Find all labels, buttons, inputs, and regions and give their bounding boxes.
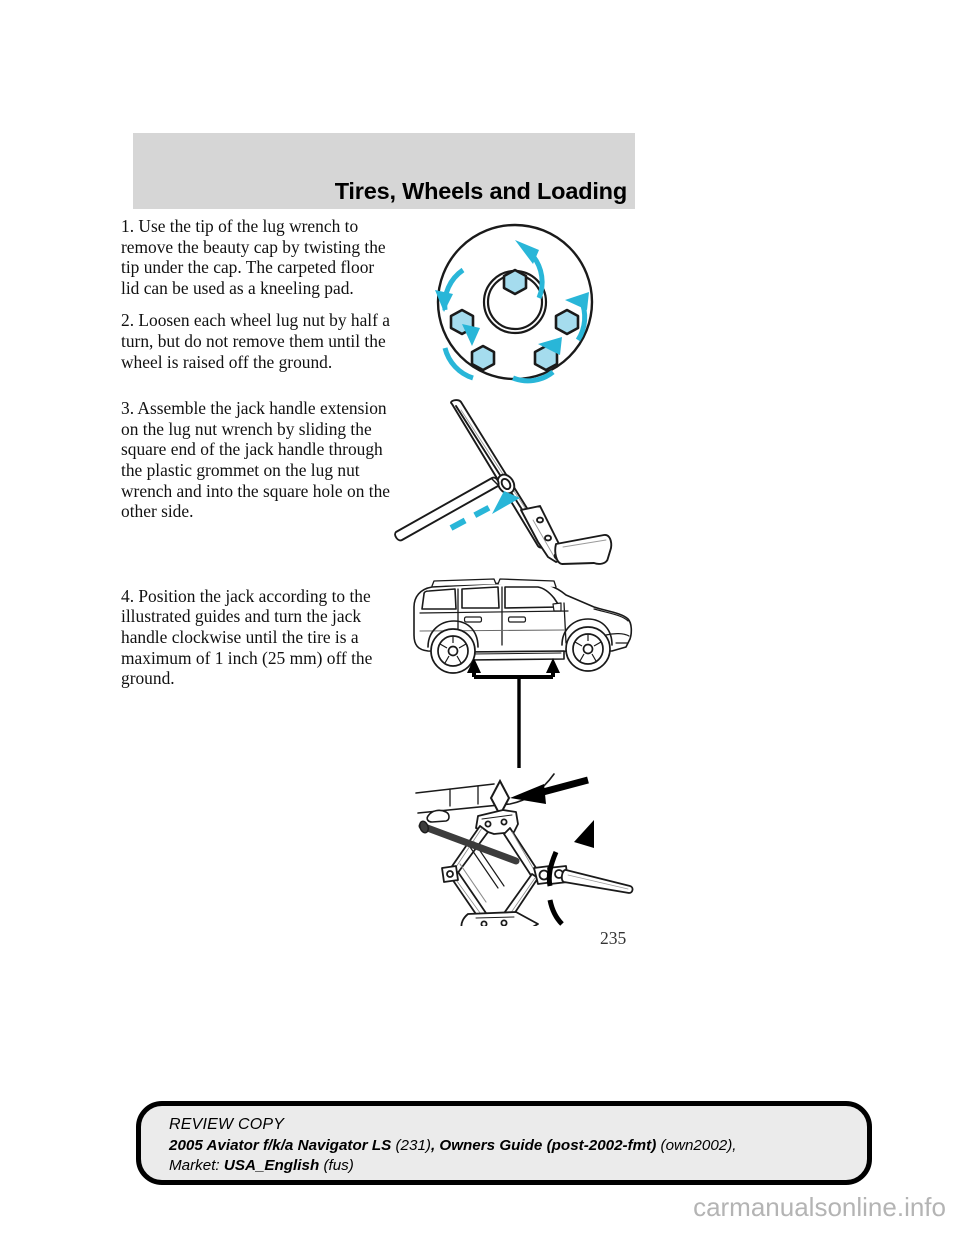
step-2-text: 2. Loosen each wheel lug nut by half a turn, but do not remove them until the wheel is raised off the ground. [121,310,390,372]
site-watermark: carmanualsonline.info [693,1192,946,1222]
instructions-column [121,216,393,689]
review-market-value: USA_English [223,1157,320,1174]
vehicle-side-view-jack-points-diagram [398,573,638,688]
page-number: 235 [600,928,627,948]
lug-wrench-jack-handle-assembly-diagram [388,392,633,577]
lug-nut [556,310,578,334]
lug-nut [472,346,494,370]
step-1-text: 1. Use the tip of the lug wrench to remove the beauty cap by twisting the tip under the cap. The carpeted floor lid can be used as a kneeling pad. [121,216,386,298]
lug-nut [504,270,526,294]
review-copy-label: REVIEW COPY [169,1116,285,1133]
review-model-code: (231) [391,1136,431,1154]
step-3-text: 3. Assemble the jack handle extension on the lug nut wrench by sliding the square end of the jack handle through the plastic grommet on the lug nut wrench and into the square hole on the other side. [121,398,390,522]
step-4-text: 4. Position the jack according to the illustrated guides and turn the jack handle clockwise until the tire is a maximum of 1 inch (25 mm) off the ground. [121,585,373,689]
section-header-banner [133,133,635,209]
wheel-hub-lug-nuts-diagram [415,212,615,397]
scissor-jack-positioning-diagram [398,676,638,931]
review-market-label: Market: [169,1157,224,1174]
review-guide-code: (own2002), [656,1136,737,1154]
review-document-line [169,1136,857,1157]
review-model: 2005 Aviator f/k/a Navigator LS [169,1136,392,1154]
review-market-code: (fus) [319,1157,354,1174]
review-guide: , Owners Guide (post-2002-fmt) [430,1136,657,1154]
page-title: Tires, Wheels and Loading [334,178,627,204]
review-copy-box [136,1101,872,1185]
review-market-line [169,1156,857,1177]
